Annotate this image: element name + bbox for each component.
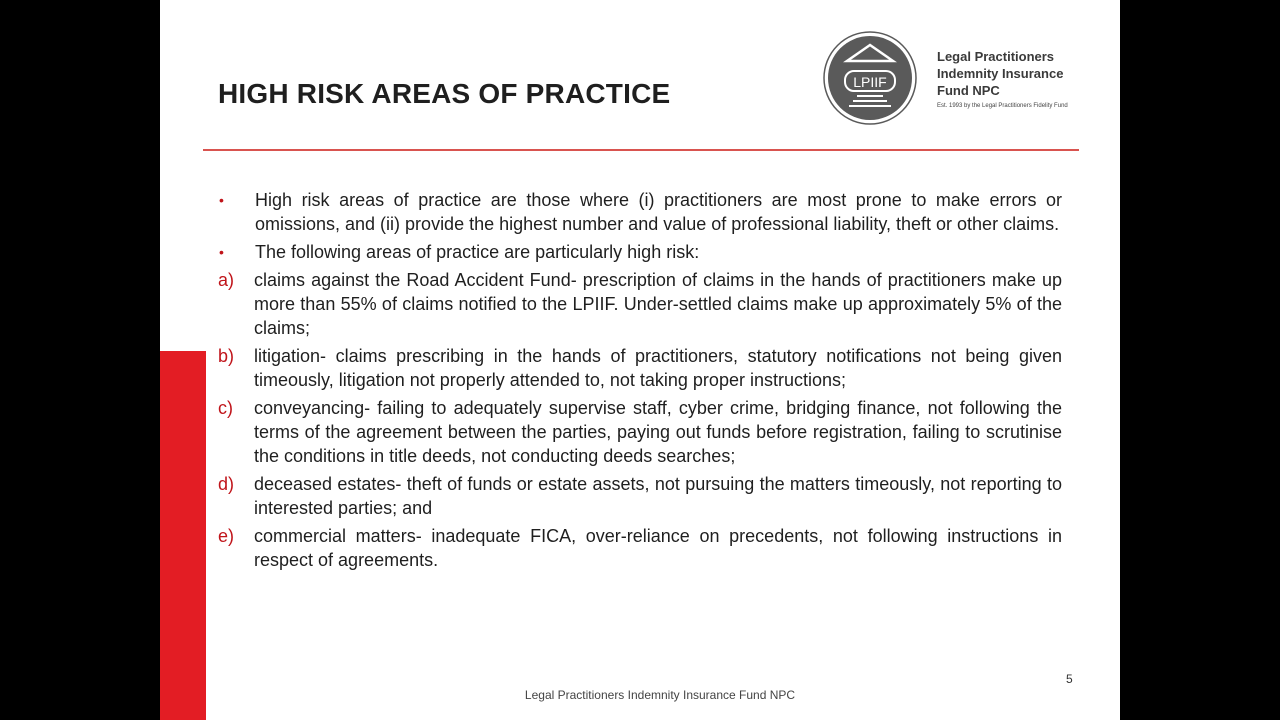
lpiif-seal-icon (823, 31, 917, 125)
slide-footer: Legal Practitioners Indemnity Insurance Fund NPC (524, 688, 796, 702)
logo-organisation-name: Legal Practitioners Indemnity Insurance Fund NPC (937, 49, 1064, 98)
letter-marker: e) (218, 526, 235, 546)
letter-marker: b) (218, 346, 235, 366)
letter-marker: a) (218, 270, 235, 290)
list-item-text: deceased estates- theft of funds or estate assets, not pursuing the matters timeously, not reporting to interested parties; and (254, 474, 1062, 518)
slide (160, 0, 1120, 720)
letter-marker: d) (218, 474, 235, 494)
list-item (218, 396, 1062, 468)
list-item-text: claims against the Road Accident Fund- prescription of claims in the hands of practitioners make up more than 55% of claims notified to the LPIIF. Under-settled claims make up approximately 5% of the claims; (254, 270, 1062, 338)
list-item-text: commercial matters- inadequate FICA, over-reliance on precedents, not following instructions in respect of agreements. (254, 526, 1062, 570)
bullet-marker: • (219, 192, 224, 208)
list-item (218, 268, 1062, 340)
letter-marker: c) (218, 398, 233, 418)
logo-established-line: Est. 1993 by the Legal Practitioners Fidelity Fund (937, 103, 1068, 109)
list-item (218, 344, 1062, 392)
list-item (218, 188, 1062, 236)
logo-wordmark (937, 48, 1068, 109)
page-number: 5 (1066, 672, 1073, 686)
logo-monogram: LPIIF (853, 74, 887, 90)
bullet-marker: • (219, 244, 224, 260)
list-item-text: The following areas of practice are particularly high risk: (255, 242, 700, 262)
list-item (218, 240, 1062, 264)
slide-title: HIGH RISK AREAS OF PRACTICE (218, 78, 671, 109)
lpiif-logo (823, 31, 917, 125)
red-accent-bar (160, 351, 206, 720)
list-item-text: conveyancing- failing to adequately supervise staff, cyber crime, bridging finance, not following the terms of the agreement between the parties, paying out funds before registration, failing to scrutinise the conditions in title deeds, not conducting deeds searches; (254, 398, 1062, 466)
content-list (218, 188, 1062, 576)
list-item (218, 472, 1062, 520)
list-item-text: litigation- claims prescribing in the hands of practitioners, statutory notifications not being given timeously, litigation not properly attended to, not taking proper instructions; (254, 346, 1062, 390)
title-divider (203, 149, 1079, 151)
list-item (218, 524, 1062, 572)
list-item-text: High risk areas of practice are those where (i) practitioners are most prone to make errors or omissions, and (ii) provide the highest number and value of professional liability, theft or other claims. (255, 190, 1062, 234)
